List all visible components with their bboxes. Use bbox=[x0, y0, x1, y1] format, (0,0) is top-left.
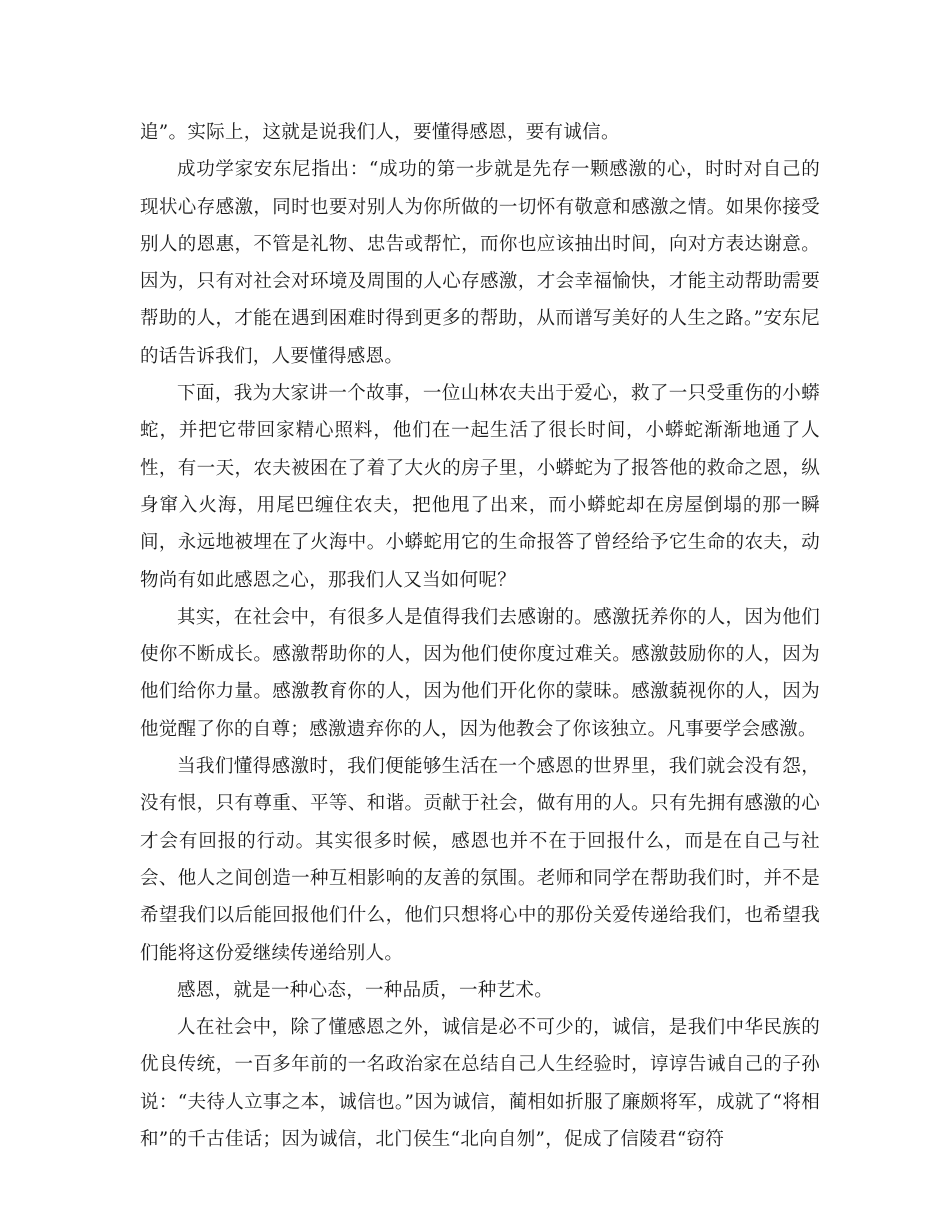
paragraph-1: 追”。实际上，这就是说我们人，要懂得感恩，要有诚信。 bbox=[140, 122, 620, 143]
paragraph-4: 其实，在社会中，有很多人是值得我们去感谢的。感激抚养你的人，因为他们使你不断成长。感激帮助你的人，因为他们使你度过难关。感激鼓励你的人，因为他们给你力量。感激教育你的人，因为他们开化你的蒙昧。感激藐视你的人，因为他觉醒了你的自尊；感激遗弃你的人，因为他教会了你该独立。凡事要学会感激。 bbox=[140, 606, 820, 740]
document-body bbox=[140, 114, 820, 1158]
paragraph-5: 当我们懂得感激时，我们便能够生活在一个感恩的世界里，我们就会没有怨，没有恨，只有尊重、平等、和谐。贡献于社会，做有用的人。只有先拥有感激的心才会有回报的行动。其实很多时候，感恩也并不在于回报什么，而是在自己与社会、他人之间创造一种互相影响的友善的氛围。老师和同学在帮助我们时，并不是希望我们以后能回报他们什么，他们只想将心中的那份关爱传递给我们，也希望我们能将这份爱继续传递给别人。 bbox=[140, 756, 820, 964]
paragraph-7: 人在社会中，除了懂感恩之外，诚信是必不可少的，诚信，是我们中华民族的优良传统，一百多年前的一名政治家在总结自己人生经验时，谆谆告诫自己的子孙说：“夫待人立事之本，诚信也。”因为诚信，蔺相如折服了廉颇将军，成就了“将相和”的千古佳话；因为诚信，北门侯生“北向自刎”，促成了信陵君“窃符 bbox=[140, 1017, 820, 1151]
paragraph-6: 感恩，就是一种心态，一种品质，一种艺术。 bbox=[177, 979, 554, 1001]
paragraph-3: 下面，我为大家讲一个故事，一位山林农夫出于爱心，救了一只受重伤的小蟒蛇，并把它带回家精心照料，他们在一起生活了很长时间，小蟒蛇渐渐地通了人性，有一天，农夫被困在了着了大火的房子里，小蟒蛇为了报答他的救命之恩，纵身窜入火海，用尾巴缠住农夫，把他甩了出来，而小蟒蛇却在房屋倒塌的那一瞬间，永远地被埋在了火海中。小蟒蛇用它的生命报答了曾经给予它生命的农夫，动物尚有如此感恩之心，那我们人又当如何呢？ bbox=[140, 383, 820, 591]
paragraph-2: 成功学家安东尼指出：“成功的第一步就是先存一颗感激的心，时时对自己的现状心存感激，同时也要对别人为你所做的一切怀有敬意和感激之情。如果你接受别人的恩惠，不管是礼物、忠告或帮忙，而你也应该抽出时间，向对方表达谢意。因为，只有对社会对环境及周围的人心存感激，才会幸福愉快，才能主动帮助需要帮助的人，才能在遇到困难时得到更多的帮助，从而谱写美好的人生之路。”安东尼的话告诉我们，人要懂得感恩。 bbox=[140, 159, 820, 367]
